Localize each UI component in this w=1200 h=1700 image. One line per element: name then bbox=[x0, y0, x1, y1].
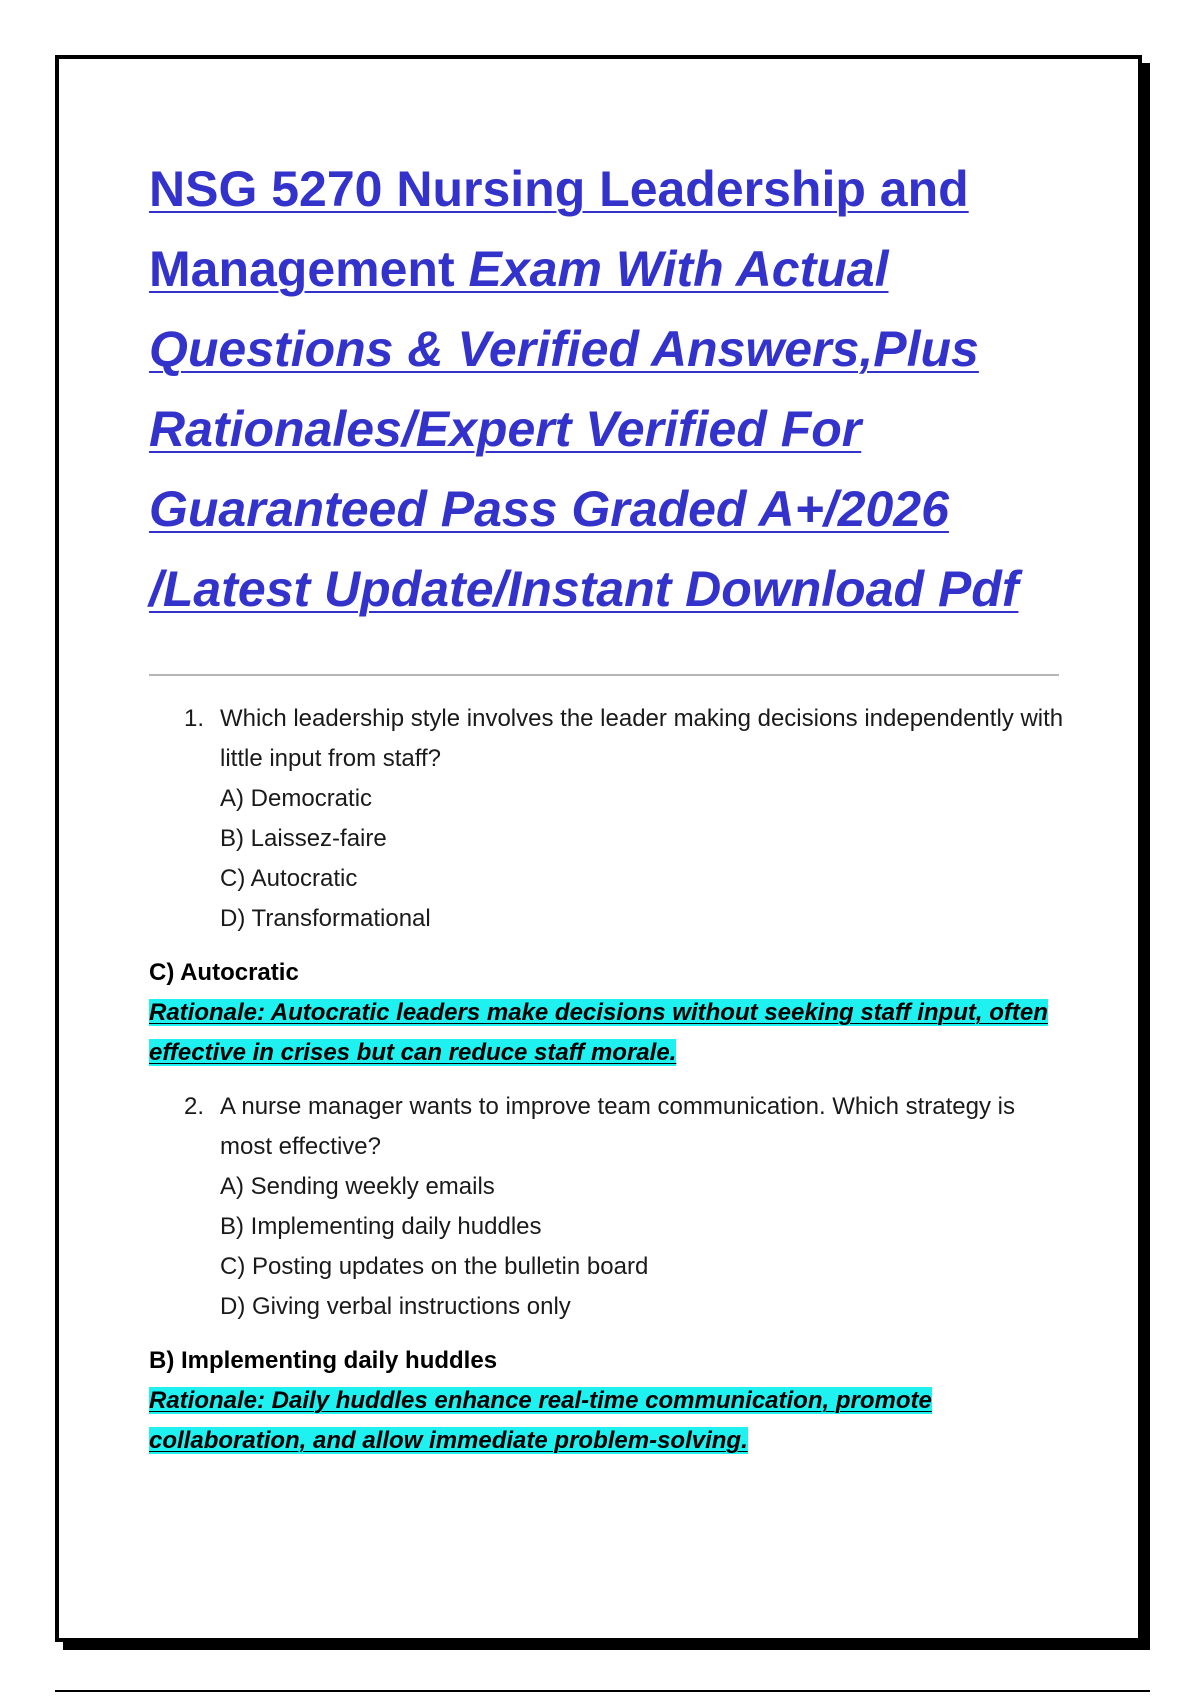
question-item bbox=[184, 699, 1069, 939]
horizontal-divider bbox=[149, 674, 1059, 676]
question-number: 2. bbox=[184, 1093, 205, 1120]
page-border-frame bbox=[55, 55, 1142, 1642]
option-a: A) Sending weekly emails bbox=[220, 1173, 495, 1200]
rationale-text: Rationale: Daily huddles enhance real-time communication, promote collaboration, and allow immediate problem-solving. bbox=[149, 1387, 932, 1454]
option-c: C) Posting updates on the bulletin board bbox=[220, 1253, 649, 1280]
page-bottom-rule bbox=[55, 1690, 1150, 1692]
question-text: A nurse manager wants to improve team communication. Which strategy is most effective? bbox=[220, 1093, 1015, 1160]
document-title[interactable] bbox=[149, 149, 1089, 629]
rationale-text: Rationale: Autocratic leaders make decisions without seeking staff input, often effective in crises but can reduce staff morale. bbox=[149, 999, 1048, 1066]
option-a: A) Democratic bbox=[220, 785, 373, 812]
option-d: D) Transformational bbox=[220, 905, 431, 932]
option-b: B) Implementing daily huddles bbox=[220, 1213, 542, 1240]
question-text: Which leadership style involves the leader making decisions independently with little input from staff? bbox=[220, 705, 1064, 772]
correct-answer: B) Implementing daily huddles bbox=[149, 1347, 498, 1374]
option-b: B) Laissez-faire bbox=[220, 825, 387, 852]
title-link-italic[interactable]: Exam With Actual Questions & Verified Answers,Plus Rationales/Expert Verified For Guaranteed Pass Graded A+/2026 /Latest Update/Instant Download Pdf bbox=[149, 241, 1019, 617]
question-body bbox=[220, 1087, 1069, 1327]
rationale-block bbox=[149, 1381, 1069, 1461]
questions-list bbox=[149, 699, 1069, 1475]
question-body bbox=[220, 699, 1069, 939]
question-item bbox=[184, 1087, 1069, 1327]
title-link-regular[interactable]: NSG 5270 Nursing Leadership and Management bbox=[149, 161, 969, 297]
option-c: C) Autocratic bbox=[220, 865, 358, 892]
option-d: D) Giving verbal instructions only bbox=[220, 1293, 571, 1320]
correct-answer: C) Autocratic bbox=[149, 959, 299, 986]
question-number: 1. bbox=[184, 705, 205, 732]
rationale-block bbox=[149, 993, 1069, 1073]
